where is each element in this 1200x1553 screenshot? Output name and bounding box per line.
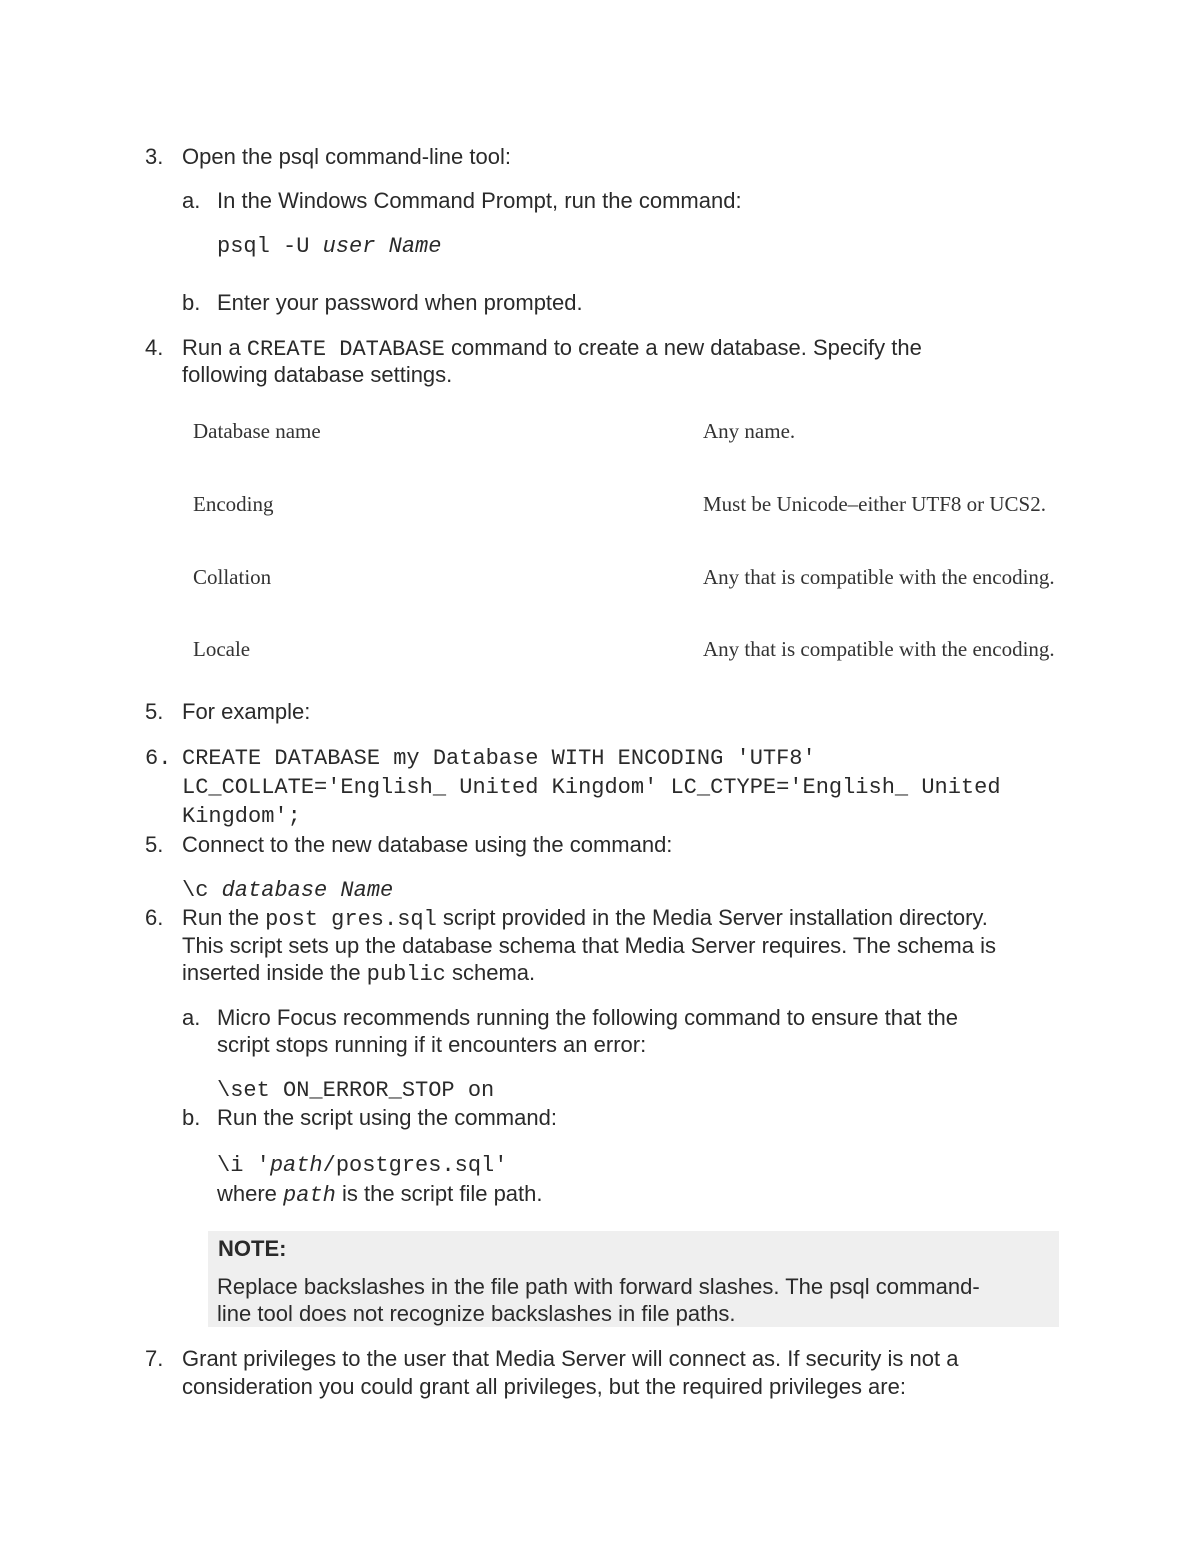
step-text: Connect to the new database using the command: xyxy=(182,832,673,857)
code-line: CREATE DATABASE my Database WITH ENCODING 'UTF8' xyxy=(182,746,816,771)
step-text: consideration you could grant all privileges, but the required privileges are: xyxy=(182,1374,906,1399)
inline-variable: path xyxy=(283,1183,336,1208)
step-number: 5. xyxy=(145,832,164,857)
text-part: is the script file path. xyxy=(335,1181,543,1206)
step-text-part: Run a xyxy=(182,335,247,360)
text-part: where xyxy=(217,1181,284,1206)
table-cell-name: Locale xyxy=(193,637,251,661)
step-text: For example: xyxy=(182,699,311,724)
command-variable: path xyxy=(269,1153,323,1178)
substep-text: In the Windows Command Prompt, run the command: xyxy=(217,188,742,213)
command-line xyxy=(217,233,441,260)
step-text-part: command to create a new database. Specify the xyxy=(444,335,922,360)
code-line: Kingdom'; xyxy=(182,804,301,829)
step-text: Grant privileges to the user that Media Server will connect as. If security is not a xyxy=(182,1346,959,1371)
table-cell-value: Any that is compatible with the encoding. xyxy=(703,637,1055,661)
table-cell-value: Any that is compatible with the encoding. xyxy=(703,565,1055,589)
note-text: line tool does not recognize backslashes in file paths. xyxy=(217,1301,736,1326)
command-text: \i ' xyxy=(217,1153,270,1178)
step-text-part: inserted inside the xyxy=(182,960,367,985)
substep-label: a. xyxy=(182,188,201,213)
step-text-part: Run the xyxy=(182,905,266,930)
command-variable: user Name xyxy=(322,234,442,259)
substep-label: b. xyxy=(182,290,201,315)
substep-text: Enter your password when prompted. xyxy=(217,290,583,315)
step-text: following database settings. xyxy=(182,362,453,387)
substep-label: a. xyxy=(182,1005,201,1030)
step-number: 6. xyxy=(145,905,164,930)
note-title: NOTE: xyxy=(218,1236,287,1261)
step-text-part: script provided in the Media Server installation directory. xyxy=(436,905,988,930)
substep-label: b. xyxy=(182,1105,201,1130)
step-text xyxy=(182,959,535,988)
step-number: 6. xyxy=(145,746,172,771)
step-text: This script sets up the database schema that Media Server requires. The schema is xyxy=(182,933,996,958)
step-text xyxy=(182,334,922,363)
inline-code: public xyxy=(366,962,446,987)
table-cell-value: Must be Unicode–either UTF8 or UCS2. xyxy=(703,492,1046,516)
step-text xyxy=(182,904,988,933)
substep-text xyxy=(217,1180,543,1209)
step-number: 3. xyxy=(145,144,164,169)
command-line xyxy=(217,1152,507,1179)
inline-code: CREATE DATABASE xyxy=(246,337,445,362)
note-text: Replace backslashes in the file path with forward slashes. The psql command- xyxy=(217,1274,980,1299)
step-number: 5. xyxy=(145,699,164,724)
table-cell-name: Collation xyxy=(193,565,272,589)
substep-text: Run the script using the command: xyxy=(217,1105,557,1130)
step-text: Open the psql command-line tool: xyxy=(182,144,511,169)
inline-code: post gres.sql xyxy=(265,907,437,932)
substep-text: script stops running if it encounters an error: xyxy=(217,1032,647,1057)
command-text: \c xyxy=(182,878,222,903)
step-number: 7. xyxy=(145,1346,164,1371)
command-variable: database Name xyxy=(221,878,394,903)
command-line xyxy=(182,877,393,904)
command-text: /postgres.sql' xyxy=(322,1153,508,1178)
substep-text: Micro Focus recommends running the following command to ensure that the xyxy=(217,1005,959,1030)
command-text: psql -U xyxy=(217,234,323,259)
table-cell-value: Any name. xyxy=(703,419,796,443)
step-text-part: schema. xyxy=(445,960,536,985)
command-line: \set ON_ERROR_STOP on xyxy=(217,1078,495,1103)
table-cell-name: Database name xyxy=(193,419,321,443)
table-cell-name: Encoding xyxy=(193,492,274,516)
step-number: 4. xyxy=(145,335,164,360)
code-line: LC_COLLATE='English_ United Kingdom' LC_CTYPE='English_ United xyxy=(182,775,1001,800)
